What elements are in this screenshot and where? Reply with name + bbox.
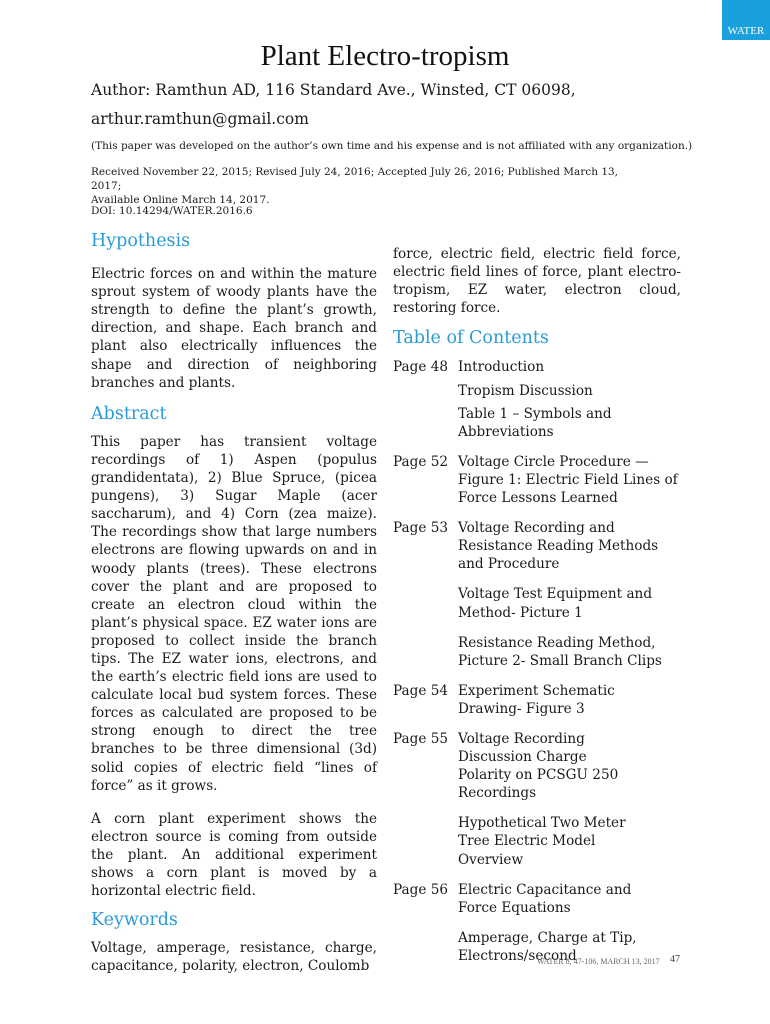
toc-page-number: Page 48 [393, 359, 449, 376]
left-column [91, 232, 377, 975]
abstract-paragraph-2: A corn plant experiment shows the electron source is coming from outside the plant. An additional experiment shows a corn plant is moved by a horizontal electric field. [91, 810, 377, 900]
page-number: 47 [670, 954, 680, 965]
toc-item: Voltage Recording Discussion Charge Polarity on PCSGU 250 Recordings [458, 730, 619, 802]
toc-item: Amperage, Charge at Tip, Electrons/second [458, 929, 637, 964]
toc-entry-53 [393, 519, 681, 670]
journal-tab [722, 0, 770, 40]
toc-item: Hypothetical Two Meter Tree Electric Model Overview [458, 815, 626, 868]
hypothesis-heading: Hypothesis [91, 231, 191, 251]
toc-entry-48 [393, 358, 681, 440]
right-column [393, 245, 681, 965]
page-title: Plant Electro-tropism [260, 40, 510, 72]
toc-entry-54 [393, 682, 681, 718]
toc-page-number: Page 52 [393, 453, 449, 470]
toc-item: Voltage Test Equipment and Method- Picture 1 [458, 586, 653, 621]
author-line: Author: Ramthun AD, 116 Standard Ave., Winsted, CT 06098, [91, 81, 576, 99]
keywords-heading: Keywords [91, 910, 178, 931]
doi: DOI: 10.14294/WATER.2016.6 [91, 205, 253, 217]
toc-entry-52 [393, 453, 681, 507]
toc-heading: Table of Contents [393, 328, 549, 349]
toc-item: Table 1 – Symbols and Abbreviations [458, 405, 612, 440]
toc-item: Tropism Discussion [458, 382, 593, 399]
footer-citation: WATER 8, 47-106, MARCH 13, 2017 [537, 957, 660, 966]
dates-line-1: Received November 22, 2015; Revised July 24, 2016; Accepted July 26, 2016; Published March 13, 2017; [91, 166, 619, 192]
abstract-paragraph-1: This paper has transient voltage recordings of 1) Aspen (populus grandidentata), 2) Blue Spruce, (picea pungens), 3) Sugar Maple (acer saccharum), and 4) Corn (zea maize). The recordings show that large numbers electrons are flowing upwards on and in woody plants (trees). These electrons cover the plant and are proposed to create an electron cloud within the plant’s physical space. EZ water ions are proposed to collect inside the branch tips. The EZ water ions, electrons, and the earth’s electric field ions are used to calculate local bud system forces. These forces as calculated are proposed to be strong enough to direct the tree branches to be three dimensional (3d) solid copies of electric field “lines of force” as it grows. [91, 433, 377, 794]
dates-line-2: Available Online March 14, 2017. [91, 194, 270, 206]
toc-item: Introduction [458, 359, 545, 376]
toc-entry-55 [393, 730, 681, 869]
keywords-text-left: Voltage, amperage, resistance, charge, capacitance, polarity, electron, Coulomb [91, 940, 377, 975]
toc-item: Resistance Reading Method, Picture 2- Small Branch Clips [458, 634, 662, 669]
toc-item: Voltage Recording and Resistance Reading Methods and Procedure [458, 520, 659, 573]
toc-page-number: Page 54 [393, 682, 449, 699]
toc-page-number: Page 55 [393, 730, 449, 747]
author-email: arthur.ramthun@gmail.com [91, 110, 309, 128]
toc-page-number: Page 53 [393, 520, 449, 537]
toc-item: Voltage Circle Procedure — Figure 1: Electric Field Lines of Force Lessons Learned [458, 453, 678, 507]
affiliation-note: (This paper was developed on the author’s own time and his expense and is not affiliated with any organization.) [91, 140, 693, 152]
toc-item: Electric Capacitance and Force Equations [458, 881, 632, 916]
publication-dates [91, 165, 651, 207]
keywords-text-right: force, electric field, electric field force, electric field lines of force, plant electro-tropism, EZ water, electron cloud, restoring force. [393, 246, 681, 317]
abstract-heading: Abstract [91, 403, 167, 424]
hypothesis-text: Electric forces on and within the mature sprout system of woody plants have the strength to define the plant’s growth, direction, and shape. Each branch and plant also electrically influences the shape and direction of neighboring branches and plants. [91, 266, 377, 391]
toc-entry-56 [393, 881, 681, 965]
toc-page-number: Page 56 [393, 881, 449, 898]
journal-tab-label: WATER [727, 25, 765, 37]
toc-item: Experiment Schematic Drawing- Figure 3 [458, 682, 615, 717]
